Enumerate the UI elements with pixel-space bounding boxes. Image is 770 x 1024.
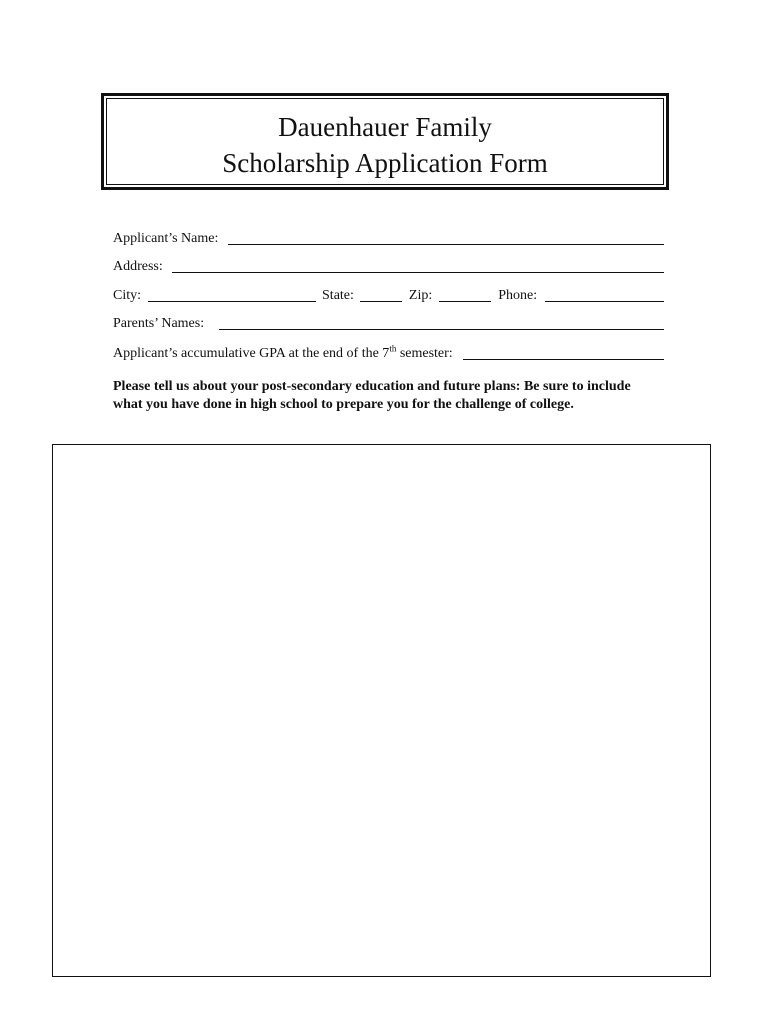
address-label: Address: xyxy=(113,259,163,274)
form-title-line-2: Scholarship Application Form xyxy=(222,148,548,178)
gpa-label-text: Applicant’s accumulative GPA at the end of the 7 xyxy=(113,346,390,361)
title-inner-frame xyxy=(106,98,664,185)
gpa-label xyxy=(113,343,453,362)
parents-names-label: Parents’ Names: xyxy=(113,316,205,331)
address-field[interactable] xyxy=(172,258,664,273)
essay-prompt: Please tell us about your post-secondary education and future plans: Be sure to include what you have done in high school to prepare you for the challenge of college. xyxy=(113,379,631,412)
state-field[interactable] xyxy=(360,287,402,302)
zip-label: Zip: xyxy=(408,288,433,303)
applicant-name-row xyxy=(113,227,664,247)
gpa-label-suffix: semester: xyxy=(396,346,453,361)
city-state-zip-phone-row xyxy=(113,284,664,304)
gpa-row xyxy=(113,342,664,362)
city-field[interactable] xyxy=(148,287,316,302)
applicant-name-label: Applicant’s Name: xyxy=(113,231,219,246)
address-row xyxy=(113,255,664,275)
zip-field[interactable] xyxy=(439,287,491,302)
gpa-field[interactable] xyxy=(463,345,664,360)
gpa-label-superscript: th xyxy=(389,343,397,354)
parents-names-field[interactable] xyxy=(219,315,664,330)
phone-label: Phone: xyxy=(498,288,538,303)
phone-field[interactable] xyxy=(545,287,664,302)
state-label: State: xyxy=(322,288,354,303)
parents-names-row xyxy=(113,312,664,332)
applicant-name-field[interactable] xyxy=(228,230,664,245)
essay-answer-box[interactable] xyxy=(52,444,711,977)
city-label: City: xyxy=(113,288,142,303)
title-box xyxy=(101,93,669,190)
form-title-line-1: Dauenhauer Family xyxy=(278,112,492,142)
